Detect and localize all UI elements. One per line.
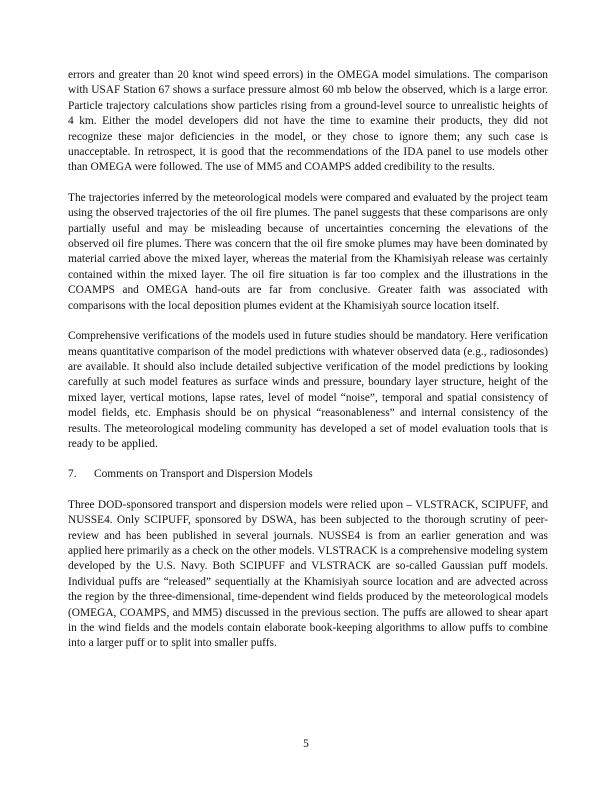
paragraph-1: errors and greater than 20 knot wind speed errors) in the OMEGA model simulations. The comparison with USAF Station 67 shows a surface pressure almost 60 mb below the observed, which is a large error. Particle trajectory calculations show particles rising from a ground-level source to unrealistic heights of 4 km. Either the model developers did not have the time to examine their products, they did not recognize these major deficiencies in the model, or they chose to ignore them; any such case is unacceptable. In retrospect, it is good that the recommendations of the IDA panel to use models other than OMEGA were followed. The use of MM5 and COAMPS added credibility to the results. [68,69,548,174]
section-title: Comments on Transport and Dispersion Models [94,468,313,481]
paragraph-3: Comprehensive verifications of the models used in future studies should be mandatory. Here verification means quantitative comparison of the model predictions with whatever observed data (e.g., radiosondes) are available. It should also include detailed subjective verification of the model predictions by looking carefully at such model features as surface winds and pressure, boundary layer structure, height of the mixed layer, vertical motions, lapse rates, level of model “noise”, temporal and spatial consistency of model fields, etc. Emphasis should be on physical “reasonableness” and internal consistency of the results. The meteorological modeling community has developed a set of model evaluation tools that is ready to be applied. [68,330,548,450]
page-number: 5 [303,738,309,750]
paragraph-4: Three DOD-sponsored transport and dispersion models were relied upon – VLSTRACK, SCIPUFF, and NUSSE4. Only SCIPUFF, sponsored by DSWA, has been subjected to the thorough scrutiny of peer-review and has been published in several journals. NUSSE4 is from an earlier generation and was applied here primarily as a check on the other models. VLSTRACK is a comprehensive modeling system developed by the U.S. Navy. Both SCIPUFF and VLSTRACK are so-called Gaussian puff models. Individual puffs are “released” sequentially at the Khamisiyah source location and are advected across the region by the three-dimensional, time-dependent wind fields produced by the meteorological models (OMEGA, COAMPS, and MM5) discussed in the previous section. The puffs are allowed to shear apart in the wind fields and the models contain elaborate book-keeping algorithms to allow puffs to combine into a larger puff or to split into smaller puffs. [68,498,548,650]
section-number: 7. [68,468,77,481]
document-body [68,68,548,652]
section-heading [68,467,548,482]
paragraph-2: The trajectories inferred by the meteorological models were compared and evaluated by the project team using the observed trajectories of the oil fire plumes. The panel suggests that these comparisons are only partially useful and may be misleading because of uncertainties concerning the elevations of the observed oil fire plumes. There was concern that the oil fire smoke plumes may have been dominated by material carried above the mixed layer, whereas the material from the Khamisiyah release was certainly contained within the mixed layer. The oil fire situation is far too complex and the illustrations in the COAMPS and OMEGA hand-outs are far from conclusive. Greater faith was associated with comparisons with the local deposition plumes evident at the Khamisiyah source location itself. [68,191,548,312]
